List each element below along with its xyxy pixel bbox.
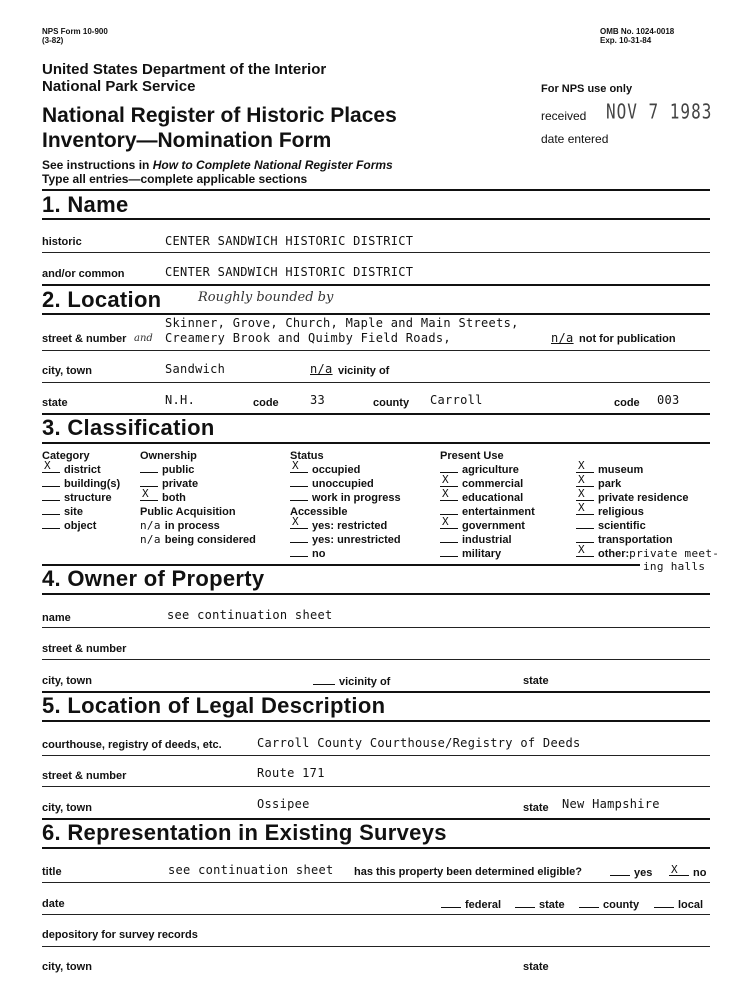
status-list <box>290 459 401 561</box>
section-2-heading: 2. Location <box>42 287 162 312</box>
code2-value[interactable]: 003 <box>657 393 680 407</box>
present-use-col1 <box>440 463 535 561</box>
use-other-value[interactable]: private meet- <box>629 547 720 560</box>
common-value[interactable]: CENTER SANDWICH HISTORIC DISTRICT <box>165 265 414 279</box>
handwritten-and: and <box>134 333 153 344</box>
survey-state-label: state <box>523 961 549 973</box>
field-line <box>42 914 710 915</box>
category-list <box>42 459 121 533</box>
street-value-line1[interactable]: Skinner, Grove, Church, Maple and Main Streets, <box>165 316 519 330</box>
not-for-publication-value[interactable]: n/a <box>551 331 574 345</box>
use-other-value-2[interactable]: ing halls <box>643 560 706 573</box>
legal-street-label: street & number <box>42 770 127 782</box>
category-site[interactable]: site <box>42 505 120 519</box>
county-value[interactable]: Carroll <box>430 393 483 407</box>
courthouse-value[interactable]: Carroll County Courthouse/Registry of Deeds <box>257 736 581 750</box>
service: National Park Service <box>42 78 196 95</box>
ownership-title: Ownership <box>140 450 197 462</box>
common-label: and/or common <box>42 268 125 280</box>
instructions-2: Type all entries—complete applicable sections <box>42 172 308 186</box>
survey-title-value[interactable]: see continuation sheet <box>168 863 334 877</box>
use-private-residence[interactable]: X private residence <box>578 487 689 504</box>
use-military[interactable]: military <box>440 547 535 561</box>
nps-use-label: For NPS use only <box>541 83 633 95</box>
use-government[interactable]: X government <box>442 515 525 532</box>
field-line <box>42 350 710 351</box>
survey-date-label: date <box>42 898 65 910</box>
form-number: NPS Form 10-900 <box>42 27 108 36</box>
section-rule <box>42 847 710 849</box>
legal-state-label: state <box>523 802 549 814</box>
handwritten-annotation: Roughly bounded by <box>198 290 334 305</box>
owner-name-label: name <box>42 612 71 624</box>
vicinity-value[interactable]: n/a <box>310 362 333 376</box>
not-for-publication-label: not for publication <box>579 333 676 345</box>
instructions <box>42 158 393 172</box>
use-entertainment[interactable]: entertainment <box>440 505 535 519</box>
use-park[interactable]: X park <box>578 473 622 490</box>
owner-street-label: street & number <box>42 643 127 655</box>
section-3-heading: 3. Classification <box>42 415 215 440</box>
use-religious[interactable]: X religious <box>578 501 644 518</box>
field-line <box>42 882 710 883</box>
survey-city-label: city, town <box>42 961 92 973</box>
received-label: received <box>541 109 587 123</box>
city-label: city, town <box>42 365 92 377</box>
eligible-question: has this property been determined eligible? <box>354 866 582 878</box>
use-industrial[interactable]: industrial <box>440 533 535 547</box>
section-1-heading: 1. Name <box>42 192 129 217</box>
eligible-no[interactable]: X no <box>671 863 707 879</box>
received-stamp: NOV 7 1983 <box>606 99 713 124</box>
section-4-heading: 4. Owner of Property <box>42 566 265 591</box>
owner-state-label: state <box>523 675 549 687</box>
level-federal[interactable]: federal <box>441 898 501 911</box>
city-value[interactable]: Sandwich <box>165 362 226 376</box>
courthouse-label: courthouse, registry of deeds, etc. <box>42 739 222 751</box>
category-district[interactable]: X district <box>44 459 101 476</box>
level-local[interactable]: local <box>654 898 703 911</box>
legal-city-label: city, town <box>42 802 92 814</box>
field-line <box>42 786 710 787</box>
section-rule <box>42 720 710 722</box>
category-title: Category <box>42 450 90 462</box>
section-rule <box>42 218 710 220</box>
vicinity-label: vicinity of <box>338 365 390 377</box>
status-unoccupied[interactable]: unoccupied <box>290 477 401 491</box>
street-number-label: street & number <box>42 333 127 345</box>
status-title: Status <box>290 450 324 462</box>
use-scientific[interactable]: scientific <box>576 519 719 533</box>
legal-city-value[interactable]: Ossipee <box>257 797 310 811</box>
instructions-prefix: See instructions in <box>42 158 153 172</box>
form-title-2: Inventory—Nomination Form <box>42 129 332 152</box>
level-county[interactable]: county <box>579 898 639 911</box>
section-6-heading: 6. Representation in Existing Surveys <box>42 820 447 845</box>
ownership-list <box>140 463 256 547</box>
expiration: Exp. 10-31-84 <box>600 36 652 45</box>
field-line <box>42 659 710 660</box>
legal-state-value[interactable]: New Hampshire <box>562 797 660 811</box>
status-work-in-progress[interactable]: work in progress <box>290 491 401 505</box>
accessible-no[interactable]: no <box>290 547 401 561</box>
category-buildings[interactable]: building(s) <box>42 477 120 491</box>
county-label: county <box>373 397 410 409</box>
level-state[interactable]: state <box>515 898 565 911</box>
section-rule <box>42 593 710 595</box>
use-agriculture[interactable]: agriculture <box>440 463 535 477</box>
section-5-heading: 5. Location of Legal Description <box>42 693 386 718</box>
use-educational[interactable]: X educational <box>442 487 524 504</box>
field-line <box>42 755 710 756</box>
historic-value[interactable]: CENTER SANDWICH HISTORIC DISTRICT <box>165 234 414 248</box>
field-line <box>42 382 710 383</box>
date-entered-label: date entered <box>541 132 609 146</box>
accessible-yes-restricted[interactable]: X yes: restricted <box>292 515 388 532</box>
omb-number: OMB No. 1024-0018 <box>600 27 675 36</box>
department: United States Department of the Interior <box>42 61 327 78</box>
state-value[interactable]: N.H. <box>165 393 196 407</box>
ownership-both[interactable]: X both <box>142 487 186 504</box>
field-line <box>42 627 710 628</box>
ownership-private[interactable]: private <box>140 477 256 491</box>
use-transportation[interactable]: transportation <box>576 533 719 547</box>
section-rule <box>42 313 710 315</box>
use-commercial[interactable]: X commercial <box>442 473 524 490</box>
ownership-public[interactable]: public <box>140 463 256 477</box>
eligible-yes[interactable]: yes <box>610 866 652 879</box>
code2-label: code <box>614 397 640 409</box>
owner-name-value[interactable]: see continuation sheet <box>167 608 333 622</box>
owner-city-label: city, town <box>42 675 92 687</box>
accessible-yes-unrestricted[interactable]: yes: unrestricted <box>290 533 401 547</box>
owner-vicinity: vicinity of <box>313 675 390 688</box>
section-rule <box>42 284 710 286</box>
section-rule <box>42 442 710 444</box>
field-line <box>42 946 710 947</box>
field-line <box>42 252 710 253</box>
instructions-title: How to Complete National Register Forms <box>152 158 393 172</box>
public-acquisition-title: Public Acquisition <box>140 506 236 518</box>
category-structure[interactable]: structure <box>42 491 120 505</box>
street-value-line2[interactable]: Creamery Brook and Quimby Field Roads, <box>165 331 451 345</box>
category-object[interactable]: object <box>42 519 120 533</box>
depository-label: depository for survey records <box>42 929 198 941</box>
section-rule <box>42 189 710 191</box>
survey-title-label: title <box>42 866 62 878</box>
state-label: state <box>42 397 68 409</box>
legal-street-value[interactable]: Route 171 <box>257 766 325 780</box>
historic-label: historic <box>42 236 82 248</box>
code-label: code <box>253 397 279 409</box>
accessible-title: Accessible <box>290 506 348 518</box>
use-other[interactable]: X other:private meet- <box>578 543 720 560</box>
code-value[interactable]: 33 <box>310 393 326 407</box>
present-use-col2 <box>576 459 720 561</box>
use-museum[interactable]: X museum <box>578 459 644 476</box>
present-use-title: Present Use <box>440 450 504 462</box>
form-revision: (3-82) <box>42 36 64 45</box>
form-title-1: National Register of Historic Places <box>42 104 397 127</box>
pa-being-considered[interactable]: n/a being considered <box>140 533 256 546</box>
status-occupied[interactable]: X occupied <box>292 459 361 476</box>
pa-in-process[interactable]: n/a in process <box>140 519 220 532</box>
